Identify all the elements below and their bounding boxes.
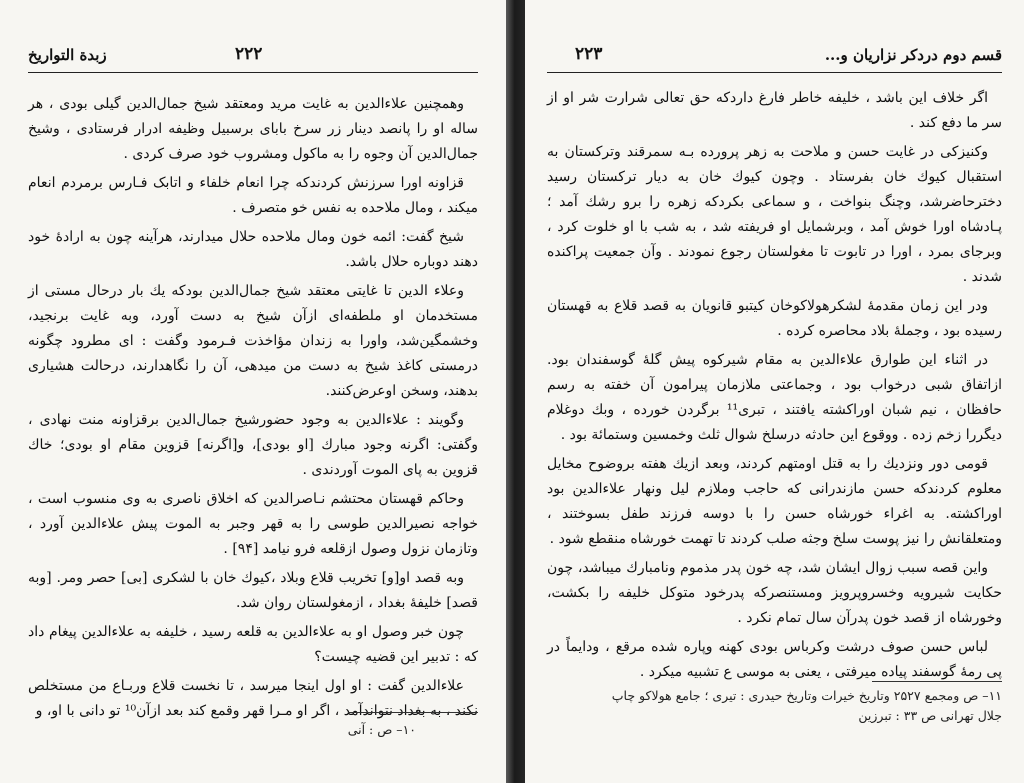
paragraph: اگر خلاف این باشد ، خلیفه خاطر فارغ داردکه حق تعالی شرارت شر او از سر ما دفع کند . [547,90,1002,131]
left-page-body [28,92,478,728]
right-page-header [525,44,1024,70]
left-running-title: زبدة التواريخ [28,46,107,64]
left-footnote: ۱۰– ص : آنی [347,722,416,737]
paragraph: در اثناء این طوارق علاءالدین به مقام شیرکوه پیش گلهٔ گوسفندان بود. ازاتفاق شبی درخواب بود ، وجماعتی ملازمان پیرامون آن خفته به رسم حافظان ، نیم شبان اوراکشته یافتند ، تبری¹¹ برگردن خورده ، وبك دوغلام دیگررا زخم زده . ووقوع این حادثه درسلخ شوال ثلث وخمسین وستمائة بود . [547,352,1002,443]
paragraph: وکنیزکی در غایت حسن و ملاحت به زهر پرورده بـه سمرقند وترکستان به استقبال کیوك خان بفرستاد . وچون کیوك خان به دیار ترکستان رسید دخترحاضرشد، وچنگ بنواخت ، و سماعی بکردکه زهره را برو رشك آمد ؛ پـادشاه اورا خوش آمد ، وبرشمایل او فریفته شد ، به شب با او خلوت کرد ، وبرجای بمرد ، اورا در تابوت تا مغولستان رجوع نمودند . وآن جمعیت پراکنده شدند . [547,144,1002,285]
paragraph: علاءالدین گفت : او اول اینجا میرسد ، تا نخست قلاع وربـاع من مستخلص نکند ، به بغداد نتواندآمد ، اگر او مـرا قهر وقمع کند بعد ازآن¹⁰ تو دانی با او، و [28,678,478,719]
paragraph: وگویند : علاءالدین به وجود حضورشیخ جمال‌الدین برقزاونه منت نهادی ، وگفتی: اگرنه وجود مبارك [او بودی]، و[اگرنه] قزوین مقام او بودی؛ خاك قزوین به پای الموت آوردندی . [28,412,478,478]
paragraph: قزاونه اورا سرزنش کردندکه چرا انعام خلفاء و اتابک فـارس برمردم انعام میکند ، ومال ملاحده به نفس خو متصرف . [28,175,478,216]
paragraph: وبه قصد او[و] تخریب قلاع وبلاد ،کیوك خان با لشکری [بی] حصر ومر. [وبه قصد] خلیفهٔ بغداد ، ازمغولستان روان شد. [28,570,478,611]
left-footnote-rule [348,712,478,713]
right-running-title: قسم دوم دردکر نزاریان و... [824,46,1002,64]
right-header-rule [547,72,1002,73]
right-page-number: ۲۲۳ [575,44,603,64]
paragraph: لباس حسن صوف درشت وکرباس بودی کهنه وپاره شده مرقع ، ودایماً در پی رمهٔ گوسفند پیاده میرفتی ، یعنی به موسی ع تشبیه میکرد . [547,639,1002,680]
paragraph: واین قصه سبب زوال ایشان شد، چه خون پدر مذموم ونامبارك میباشد، چون حکایت شیرویه وخسروپرویز ومستنصرکه پدرخود متوکل خلیفه را بکشت، وخورشاه از قصد خون پدرآن سال تمام نکرد . [547,560,1002,626]
footnote-line: جلال تهرانی ص ۳۳ : تبرزین [858,708,1002,723]
footnote-line: ۱۱– ص ومجمع ۲۵۲۷ وتاریخ خیرات وتاریخ حیدری : تیری ؛ جامع هولاکو چاپ [611,688,1002,703]
right-page [525,0,1024,783]
paragraph: ودر این زمان مقدمهٔ لشکرهولاکوخان کیتبو قانویان به قصد قلاع به قهستان رسیده بود ، وجملهٔ بلاد محاصره کرده . [547,298,1002,339]
right-page-body [547,86,1002,689]
paragraph: وحاکم قهستان محتشم نـاصرالدین که اخلاق ناصری به وی منسوب است ، خواجه نصیرالدین طوسی را به قهر وجبر به الموت پیش علاءالدین آورد ، وتازمان نزول وصول ازقلعه فرو نیامد [۹۴] . [28,491,478,557]
right-footnote-rule [872,681,1002,682]
paragraph: وعلاء الدین تا غایتی معتقد شیخ جمال‌الدین بودکه یك بار درحال مستی از مستخدمان او ملطفه‌ای ازآن شیخ به دست آورد، وبه غایت برنجید، وخشمگین‌شد، واورا به زندان مؤاخذت فـرمود وگفت : ای مطرود چگونه درمستی کاغذ شیخ به دست من میدهی، آن را نگاهدارند، درحالت هشیاری بدهند، وسخن اوعرض‌کنند. [28,283,478,399]
book-gutter [506,0,525,783]
left-header-rule [28,72,478,73]
left-page [0,0,506,783]
right-footnote [547,686,1002,726]
paragraph: قومی دور ونزدیك را به قتل اومتهم کردند، وبعد ازیك هفته بروضوح مخایل معلوم کردندکه حسن مازندرانی که حاجب وملازم لیل ونهار علاءالدین بود اوراکشته. به اغراء خورشاه حسن را با دوسه فرزند طفل بسوختند ، ومتعلقانش را نیز پوست سلخ وجثه صلب کردند تا تهمت خورشاه منقطع شود . [547,456,1002,547]
paragraph: شیخ گفت: ائمه خون ومال ملاحده حلال میدارند، هرآینه چون به ارادهٔ خود دهند دوباره حلال باشد. [28,229,478,270]
paragraph: وهمچنین علاءالدین به غایت مرید ومعتقد شیخ جمال‌الدین گیلی بودی ، هر ساله او را پانصد دینار زر سرخ بابای برسبیل وظیفه ادرار فرستادی ، وشیخ جمال‌الدین آن وجوه را به ماکول ومشروب خود صرف کردی . [28,96,478,162]
left-page-header [0,44,506,70]
left-page-number: ۲۲۲ [235,44,263,64]
paragraph: چون خبر وصول او به علاءالدین به قلعه رسید ، خلیفه به علاءالدین پیغام داد که : تدبیر این قضیه چیست؟ [28,624,478,665]
